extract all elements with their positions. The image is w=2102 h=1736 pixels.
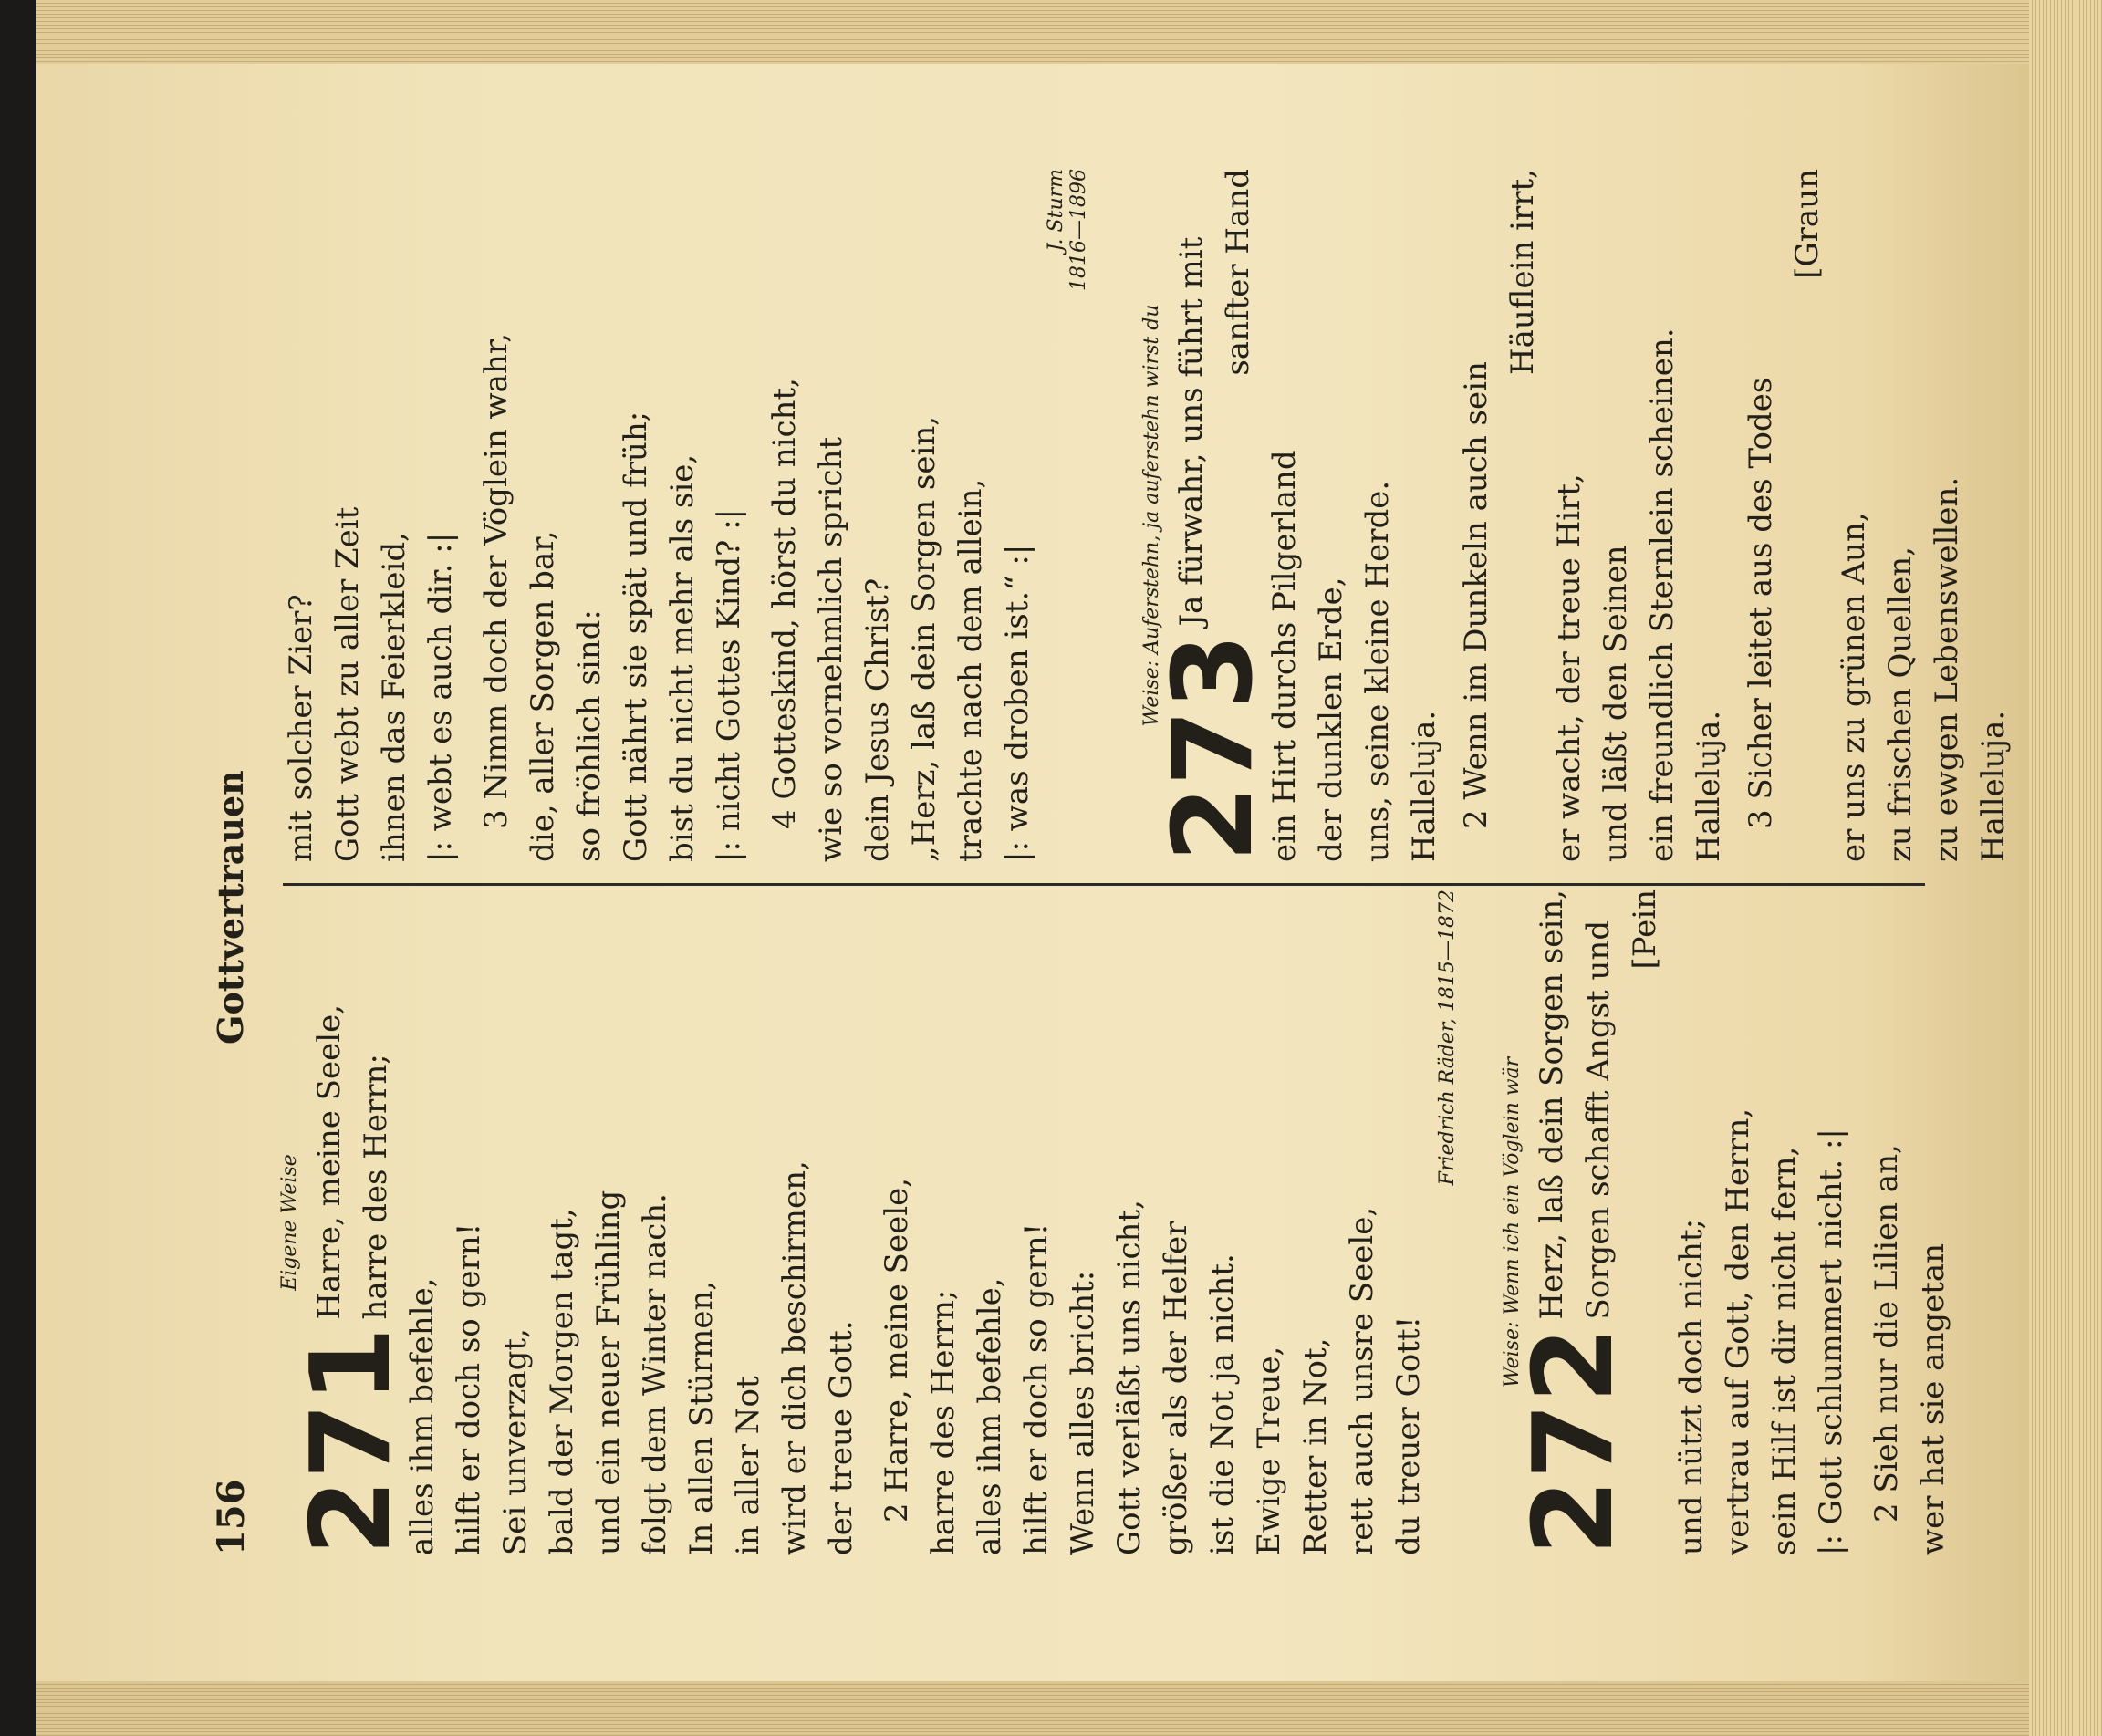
verse-line: er wacht, der treue Hirt, [1551,473,1587,862]
verse-line: dein Jesus Christ? [859,577,896,862]
verse-line: 2 Wenn im Dunkeln auch sein [1458,361,1494,829]
verse-line: Sorgen schafft Angst und [1580,920,1617,1320]
verse-line: und nützt doch nicht; [1673,1218,1710,1555]
verse-line: die, aller Sorgen bar, [525,530,561,862]
verse-line: |: Gott schlummert nicht. :| [1813,1128,1849,1555]
verse-line: in aller Not [730,1376,766,1555]
verse-line: |: webt es auch dir. :| [422,532,459,862]
verse-line: folgt dem Winter nach. [637,1193,673,1555]
verse-line: |: was droben ist.“ :| [999,544,1035,862]
verse-line: hilft er doch so gern! [451,1222,487,1555]
page-stack-bottom [36,1681,2029,1736]
hymn-272-tune: Weise: Wenn ich ein Vöglein wär [1501,1056,1524,1388]
verse-line: 3 Nimm doch der Vöglein wahr, [478,332,515,829]
book-cover-edge [0,0,36,1736]
verse-line: mit solcher Zier? [283,594,319,862]
verse-line: bist du nicht mehr als sie, [664,453,701,862]
verse-line: bald der Morgen tagt, [544,1208,580,1555]
verse-line: Harre, meine Seele, [311,1003,348,1320]
verse-line: zu frischen Quellen, [1882,546,1919,862]
hymn-273-number: 273 [1150,633,1277,862]
verse-line: 4 Gotteskind, hörst du nicht, [766,378,803,829]
hymn-272-stanza-2 [1864,889,1957,1555]
hymn-272 [1501,889,1957,1555]
verse-line: der treue Gott. [823,1320,859,1555]
verse-line: trachte nach dem allein, [952,478,989,862]
verse-line: wie so vornehmlich spricht [813,436,849,862]
hymn-273-tune: Weise: Auferstehn, ja auferstehn wirst du [1140,304,1163,727]
hymn-273-stanza-2 [1453,169,1733,862]
hymn-272-author-dates: 1816—1896 [1067,169,1090,291]
verse-line: vertrau auf Gott, den Herrn, [1720,1107,1756,1555]
verse-line: wird er dich beschirmen, [776,1160,813,1555]
verse-line: 2 Sieh nur die Lilien an, [1868,1144,1905,1523]
page-header [210,169,274,1555]
page-number: 156 [210,1479,253,1555]
verse-line: Sei unverzagt, [497,1328,534,1555]
hymn-273-stanza-3 [1738,169,2017,862]
verse-line: rett auch unsre Seele, [1344,1206,1380,1555]
verse-line: sein Hilf ist dir nicht fern, [1766,1146,1803,1555]
hymn-273 [1140,169,2017,862]
page-stack-right [2029,0,2102,1736]
verse-line: [Graun [1789,169,1826,279]
hymn-271-author: Friedrich Räder, 1815—1872 [1436,889,1459,1186]
verse-line: 2 Harre, meine Seele, [879,1177,915,1523]
verse-line: alles ihm befehle, [404,1277,441,1555]
verse-line: Wenn alles bricht: [1065,1270,1101,1555]
verse-line: so fröhlich sind: [571,609,608,862]
hymn-272-number: 272 [1511,1326,1638,1555]
verse-line: und läßt den Seinen [1597,545,1634,862]
verse-line: Gott nährt sie spät und früh; [618,411,654,862]
verse-line: „Herz, laß dein Sorgen sein, [906,415,942,862]
running-head: Gottvertrauen [210,770,251,1045]
verse-line: [Pein [1627,889,1663,970]
verse-line: harre des Herrn; [358,1054,394,1320]
hymn-271-tune: Eigene Weise [278,1154,301,1291]
hymn-271 [278,889,1459,1555]
verse-line: Gott verläßt uns nicht, [1111,1200,1148,1555]
verse-line: wer hat sie angetan [1915,1242,1951,1555]
verse-line: |: nicht Gottes Kind? :| [711,508,747,862]
verse-line: der dunklen Erde, [1313,577,1349,862]
verse-line: ein Hirt durchs Pilgerland [1266,450,1303,862]
verse-line: ist die Not ja nicht. [1204,1253,1241,1555]
verse-line: Herz, laß dein Sorgen sein, [1534,889,1570,1320]
verse-line: größer als der Helfer [1158,1221,1194,1555]
column-divider [283,883,1925,886]
verse-line: sanfter Hand [1220,169,1256,376]
page-stack-top [36,0,2029,64]
verse-line: Ja fürwahr, uns führt mit [1173,236,1210,627]
verse-line: ein freundlich Sternlein scheinen. [1644,327,1681,862]
verse-line: uns, seine kleine Herde. [1359,480,1396,862]
verse-line: und ein neuer Frühling [590,1190,627,1555]
hymn-272-continuation [278,169,1090,862]
verse-line: Halleluja. [1691,710,1727,862]
verse-line: Ewige Treue, [1251,1346,1287,1555]
verse-line: hilft er doch so gern! [1018,1222,1055,1555]
verse-line: harre des Herrn; [925,1289,962,1555]
verse-line: Gott webt zu aller Zeit [329,506,366,862]
verse-line: du treuer Gott! [1390,1315,1427,1555]
hymn-271-stanza-2 [874,889,1432,1555]
verse-line: alles ihm befehle, [972,1277,1008,1555]
verse-line: ihnen das Feierkleid, [376,532,412,862]
verse-line: Häuflein irrt, [1504,169,1541,376]
verse-line: Retter in Not, [1297,1337,1334,1555]
verse-line: er uns zu grünen Aun, [1836,512,1872,862]
hymn-271-number: 271 [288,1326,415,1555]
verse-line: 3 Sicher leitet aus des Todes [1743,377,1779,829]
verse-line: Halleluja. [1406,710,1442,862]
hymnal-page [210,169,2012,1555]
hymn-272-author: J. Sturm [1045,169,1067,252]
verse-line: In allen Stürmen, [683,1280,720,1555]
verse-line: Halleluja. [1975,710,2012,862]
verse-line: zu ewgen Lebenswellen. [1929,476,1965,862]
